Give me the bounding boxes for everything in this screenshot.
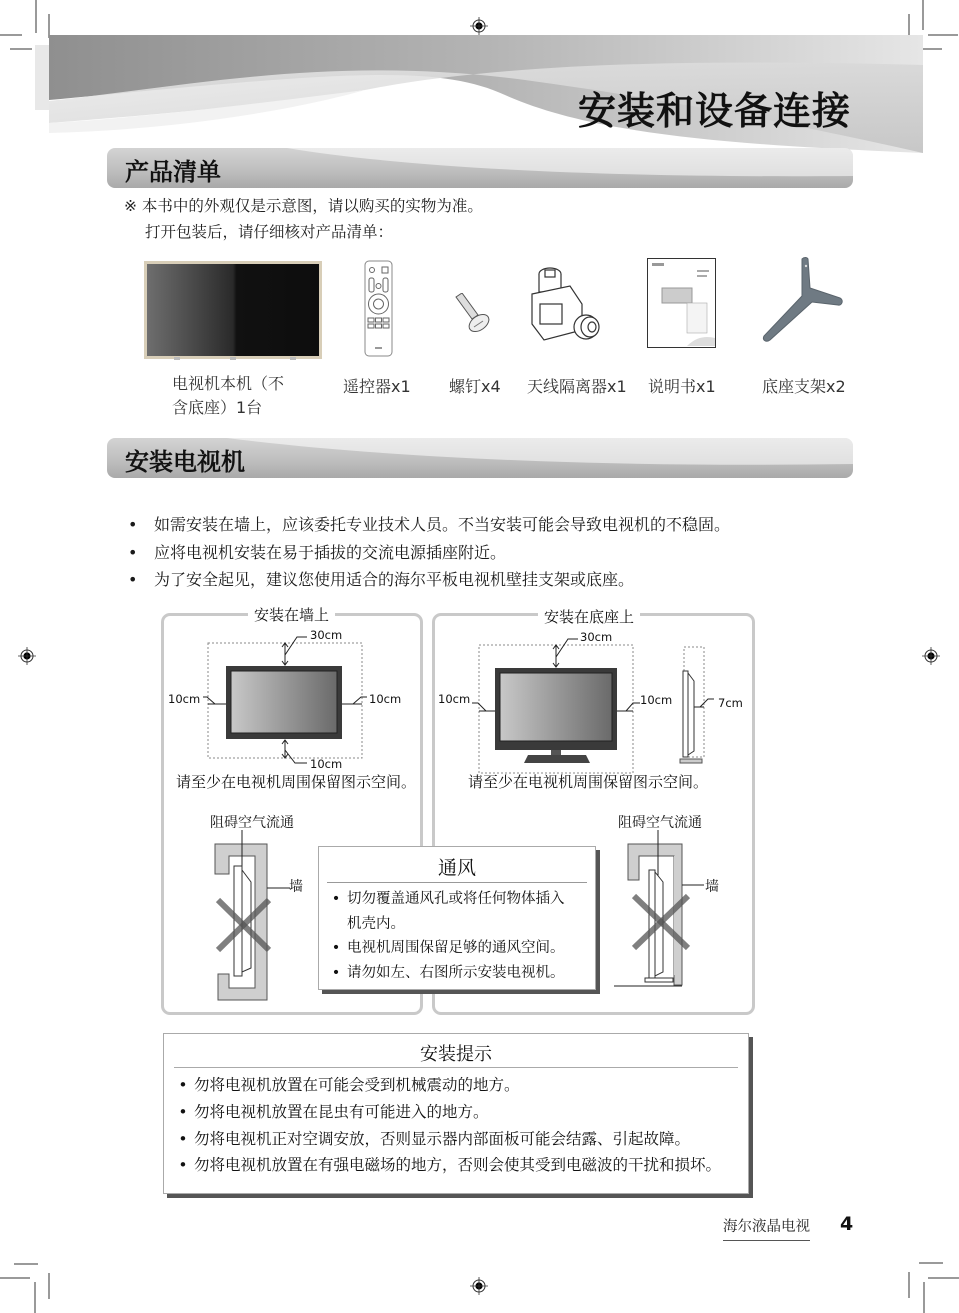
wall-left-clearance: 10cm — [168, 692, 201, 706]
bullet: • — [128, 570, 138, 589]
registration-mark-icon — [470, 1277, 488, 1295]
list-item — [325, 961, 565, 986]
ventilation-box — [318, 846, 596, 990]
stand-caption: 请至少在电视机周围保留图示空间。 — [468, 773, 709, 791]
bullet: • — [178, 1156, 188, 1175]
product-item-screw: 螺钉x4 — [449, 377, 501, 396]
crop-mark — [0, 34, 22, 36]
page-title: 安装和设备连接 — [577, 89, 851, 133]
list-item — [172, 1126, 721, 1153]
stand-wall-label: 墙 — [705, 879, 719, 895]
list-item-text: 应将电视机安装在易于插拔的交流电源插座附近。 — [154, 542, 507, 562]
product-label: 含底座）1台 — [172, 398, 263, 417]
wall-bottom-clearance: 10cm — [310, 757, 343, 771]
list-item-text: 勿将电视机放置在可能会受到机械震动的地方。 — [194, 1076, 520, 1094]
crop-mark — [908, 1272, 910, 1298]
stand-mount-title: 安装在底座上 — [538, 606, 640, 627]
installation-tips-title: 安装提示 — [420, 1044, 492, 1065]
crop-mark — [928, 34, 958, 36]
product-item-remote: 遥控器x1 — [343, 377, 411, 396]
wall-top-clearance: 30cm — [310, 628, 343, 642]
registration-mark-icon — [922, 647, 940, 665]
list-item — [128, 511, 730, 539]
list-item-text: 切勿覆盖通风孔或将任何物体插入 — [347, 891, 565, 907]
registration-mark-icon — [470, 17, 488, 35]
list-item — [172, 1099, 721, 1126]
section-title: 产品清单 — [125, 158, 221, 186]
crop-mark — [920, 48, 942, 50]
bullet: • — [128, 542, 138, 562]
page-number: 4 — [840, 1213, 854, 1235]
product-item-manual: 说明书x1 — [648, 377, 716, 396]
stand-mount-diagram — [436, 625, 746, 775]
stand-leg-icon — [760, 256, 844, 344]
list-item — [325, 912, 565, 937]
tv-icon — [144, 261, 322, 361]
bullet: • — [178, 1076, 188, 1094]
bullet: • — [331, 891, 341, 907]
divider — [327, 882, 587, 883]
stand-left-clearance: 10cm — [438, 692, 471, 706]
crop-mark — [35, 0, 37, 33]
screw-icon — [452, 293, 492, 335]
section-header-install-tv — [107, 438, 853, 478]
crop-mark — [14, 1263, 38, 1265]
crop-mark — [48, 1273, 50, 1299]
list-item — [325, 887, 565, 912]
list-item — [128, 566, 730, 594]
wall-blocked-airflow-label: 阻碍空气流通 — [210, 815, 294, 831]
divider — [174, 1067, 738, 1068]
crop-mark — [34, 1282, 36, 1313]
wall-right-clearance: 10cm — [369, 692, 402, 706]
bullet: • — [178, 1102, 188, 1121]
stand-right-clearance: 10cm — [640, 693, 673, 707]
installation-tips-list — [172, 1072, 721, 1179]
list-item-text: 如需安装在墙上，应该委托专业技术人员。不当安装可能会导致电视机的不稳固。 — [154, 515, 731, 534]
bullet: • — [331, 964, 341, 981]
disclaimer-note: ※ 本书中的外观仅是示意图，请以购买的实物为准。 — [124, 197, 483, 215]
section-title: 安装电视机 — [125, 448, 245, 476]
list-item — [172, 1152, 721, 1179]
installation-tips-box — [163, 1033, 749, 1194]
stand-back-clearance: 7cm — [718, 696, 743, 710]
stand-blocked-airflow-label: 阻碍空气流通 — [618, 815, 702, 831]
bullet: • — [331, 940, 341, 956]
manual-icon — [647, 258, 716, 348]
wall-mount-title: 安装在墙上 — [248, 604, 335, 625]
footer-brand: 海尔液晶电视 — [723, 1215, 810, 1241]
ventilation-title: 通风 — [437, 857, 476, 879]
product-item-isolator: 天线隔离器x1 — [527, 377, 627, 396]
wall-blocked-diagram — [205, 830, 295, 1005]
product-item-tv — [172, 372, 284, 420]
list-item-text: 请勿如左、右图所示安装电视机。 — [347, 964, 565, 981]
remote-control-icon — [364, 260, 393, 357]
antenna-isolator-icon — [530, 264, 604, 346]
section-header-product-list — [107, 148, 853, 188]
list-item-text: 机壳内。 — [347, 915, 405, 932]
product-item-stand: 底座支架x2 — [762, 377, 846, 396]
list-item — [128, 539, 730, 567]
list-item-text: 勿将电视机放置在昆虫有可能进入的地方。 — [194, 1102, 489, 1121]
wall-caption: 请至少在电视机周围保留图示空间。 — [176, 773, 417, 791]
registration-mark-icon — [18, 647, 36, 665]
list-item-text: 电视机周围保留足够的通风空间。 — [347, 940, 565, 956]
ventilation-list — [325, 887, 565, 985]
list-item-text: 为了安全起见，建议您使用适合的海尔平板电视机壁挂支架或底座。 — [154, 570, 635, 589]
stand-blocked-diagram — [612, 830, 707, 990]
list-item — [325, 936, 565, 961]
crop-mark — [10, 48, 32, 50]
crop-mark — [928, 1277, 959, 1279]
crop-mark — [0, 1277, 30, 1279]
bullet: • — [128, 515, 138, 534]
list-item — [172, 1072, 721, 1099]
bullet: • — [178, 1129, 188, 1148]
list-item-text: 勿将电视机正对空调安放，否则显示器内部面板可能会结露、引起故障。 — [194, 1129, 691, 1148]
checklist-instruction: 打开包装后，请仔细核对产品清单： — [145, 223, 394, 241]
list-item-text: 勿将电视机放置在有强电磁场的地方，否则会使其受到电磁波的干扰和损坏。 — [194, 1156, 722, 1175]
stand-top-clearance: 30cm — [580, 630, 613, 644]
wall-label: 墙 — [289, 879, 303, 895]
product-label: 电视机本机（不 — [172, 374, 285, 393]
crop-mark — [922, 0, 924, 30]
crop-mark — [923, 1282, 925, 1313]
crop-mark — [919, 1262, 943, 1264]
install-notes-list — [128, 511, 730, 594]
